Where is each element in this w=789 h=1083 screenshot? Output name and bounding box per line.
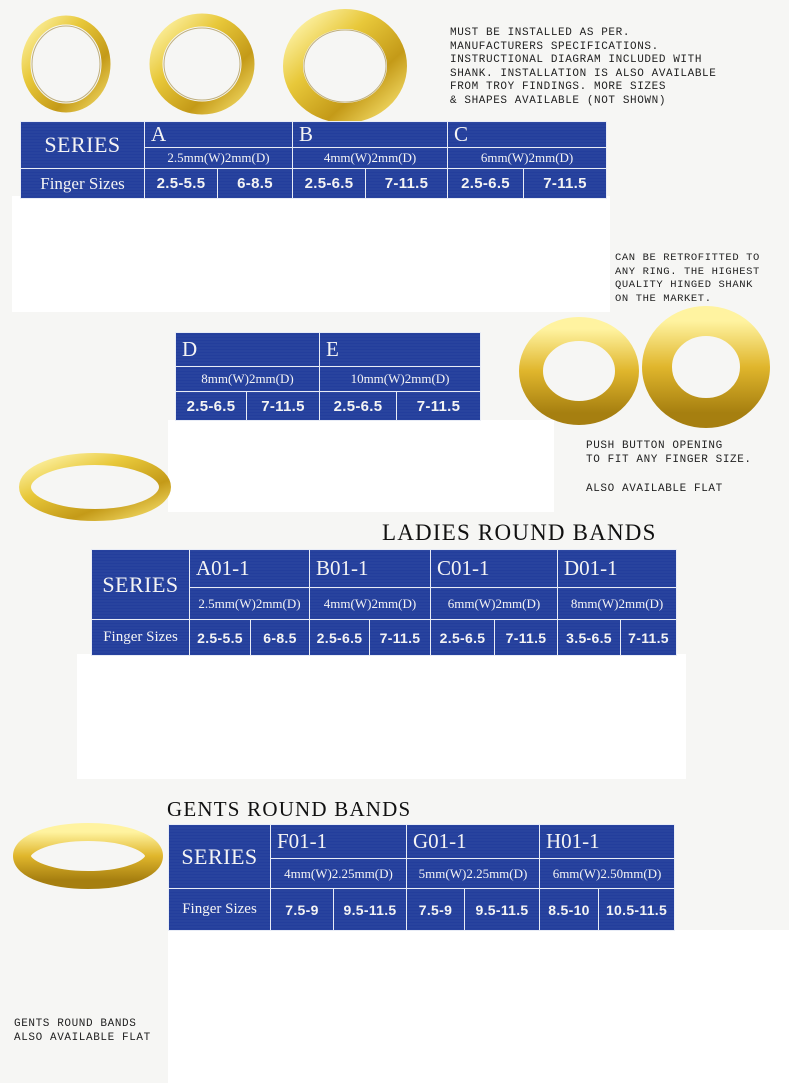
series-name: D — [176, 333, 320, 367]
ring-image-c — [285, 12, 405, 120]
series-label: SERIES — [169, 825, 271, 889]
size-range: 8.5-10 — [540, 889, 599, 931]
white-panel-1 — [12, 196, 610, 312]
series-name: B — [293, 122, 448, 148]
series-name: H01-1 — [540, 825, 675, 859]
size-range: 9.5-11.5 — [334, 889, 407, 931]
size-range: 7-11.5 — [370, 620, 431, 656]
size-range: 7-11.5 — [366, 169, 448, 199]
size-range: 7-11.5 — [524, 169, 607, 199]
series-name: A — [145, 122, 293, 148]
series-name: D01-1 — [558, 550, 677, 588]
ring-image-a — [20, 14, 112, 114]
size-table-gents — [168, 824, 675, 931]
size-range: 2.5-6.5 — [310, 620, 370, 656]
series-dimension: 2.5mm(W)2mm(D) — [145, 148, 293, 169]
size-range: 7-11.5 — [621, 620, 677, 656]
note-line: MANUFACTURERS SPECIFICATIONS. — [450, 40, 659, 53]
white-panel-2 — [168, 420, 554, 512]
size-range: 2.5-5.5 — [190, 620, 251, 656]
series-dimension: 4mm(W)2.25mm(D) — [271, 859, 407, 889]
note-line: QUALITY HINGED SHANK — [615, 279, 754, 291]
finger-sizes-label: Finger Sizes — [169, 889, 271, 931]
ladies-section-title: LADIES ROUND BANDS — [382, 520, 657, 545]
note-line: INSTRUCTIONAL DIAGRAM INCLUDED WITH — [450, 54, 703, 66]
series-dimension: 6mm(W)2.50mm(D) — [540, 859, 675, 889]
size-range: 7-11.5 — [495, 620, 558, 656]
ring-image-b — [150, 14, 255, 114]
note-line: PUSH BUTTON OPENING — [586, 440, 723, 452]
note-line: SHANK. INSTALLATION IS ALSO AVAILABLE — [450, 67, 717, 80]
series-dimension: 5mm(W)2.25mm(D) — [407, 859, 540, 889]
note-retrofit — [615, 252, 760, 306]
white-panel-4 — [168, 930, 789, 1083]
size-range: 9.5-11.5 — [465, 889, 540, 931]
note-line: & SHAPES AVAILABLE (NOT SHOWN) — [450, 94, 667, 107]
series-dimension: 6mm(W)2mm(D) — [448, 148, 607, 169]
ring-image-gents — [16, 824, 161, 888]
series-name: G01-1 — [407, 825, 540, 859]
series-name: E — [320, 333, 481, 367]
note-line: ON THE MARKET. — [615, 292, 712, 305]
note-line: ALSO AVAILABLE FLAT — [14, 1031, 151, 1044]
size-range: 2.5-6.5 — [320, 392, 397, 421]
series-name: F01-1 — [271, 825, 407, 859]
size-range: 3.5-6.5 — [558, 620, 621, 656]
note-flat: ALSO AVAILABLE FLAT — [586, 483, 723, 495]
series-name: B01-1 — [310, 550, 431, 588]
ring-image-flat — [20, 452, 170, 522]
note-line: GENTS ROUND BANDS — [14, 1018, 137, 1030]
series-name: A01-1 — [190, 550, 310, 588]
note-gents-flat — [14, 1018, 151, 1045]
size-range: 7.5-9 — [271, 889, 334, 931]
size-range: 7-11.5 — [247, 392, 320, 421]
white-panel-3 — [77, 654, 686, 779]
size-range: 2.5-6.5 — [448, 169, 524, 199]
series-label: SERIES — [21, 122, 145, 169]
size-table-abc — [20, 121, 607, 199]
gents-section-title: GENTS ROUND BANDS — [167, 797, 412, 821]
note-line: MUST BE INSTALLED AS PER. — [450, 27, 631, 39]
size-range: 7.5-9 — [407, 889, 465, 931]
series-dimension: 8mm(W)2mm(D) — [176, 367, 320, 392]
size-range: 2.5-6.5 — [293, 169, 366, 199]
series-dimension: 8mm(W)2mm(D) — [558, 588, 677, 620]
note-line: CAN BE RETROFITTED TO — [615, 252, 760, 264]
series-dimension: 10mm(W)2mm(D) — [320, 367, 481, 392]
note-line: TO FIT ANY FINGER SIZE. — [586, 453, 752, 466]
series-label: SERIES — [92, 550, 190, 620]
series-dimension: 4mm(W)2mm(D) — [310, 588, 431, 620]
size-range: 2.5-6.5 — [176, 392, 247, 421]
series-dimension: 2.5mm(W)2mm(D) — [190, 588, 310, 620]
size-range: 2.5-5.5 — [145, 169, 218, 199]
ring-image-e — [650, 312, 762, 422]
note-line: ANY RING. THE HIGHEST — [615, 265, 760, 278]
series-dimension: 4mm(W)2mm(D) — [293, 148, 448, 169]
ring-image-d — [524, 322, 634, 420]
series-name: C01-1 — [431, 550, 558, 588]
note-line: FROM TROY FINDINGS. MORE SIZES — [450, 81, 667, 93]
size-range: 2.5-6.5 — [431, 620, 495, 656]
size-range: 7-11.5 — [397, 392, 481, 421]
finger-sizes-label: Finger Sizes — [92, 620, 190, 656]
size-range: 6-8.5 — [251, 620, 310, 656]
size-range: 6-8.5 — [218, 169, 293, 199]
note-installation — [450, 27, 716, 108]
size-table-de — [175, 332, 481, 421]
series-name: C — [448, 122, 607, 148]
size-table-ladies — [91, 549, 677, 656]
series-dimension: 6mm(W)2mm(D) — [431, 588, 558, 620]
note-push-button — [586, 440, 752, 467]
finger-sizes-label: Finger Sizes — [21, 169, 145, 199]
size-range: 10.5-11.5 — [599, 889, 675, 931]
